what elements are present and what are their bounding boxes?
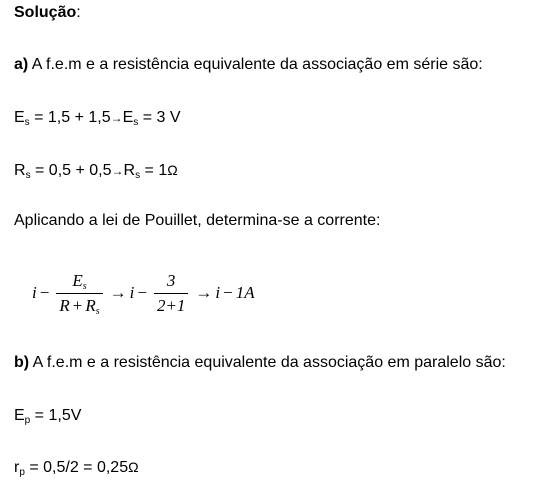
rs-sum: = 0,5 + 0,5 (30, 162, 112, 179)
formula-i-3: i (215, 283, 221, 302)
part-b-intro (14, 353, 506, 373)
rs-equation (14, 160, 178, 181)
formula-i-2: i (129, 283, 135, 302)
ohm-unit-2: Ω (128, 459, 139, 475)
pouillet-formula (32, 266, 255, 320)
ep-symbol: E (14, 407, 25, 424)
fraction-1-den-sub: s (95, 305, 100, 317)
formula-arrow-icon-2: → (195, 283, 213, 302)
formula-fraction-2 (154, 271, 188, 316)
fraction-1-numerator (69, 271, 89, 293)
rs-sub-1: s (25, 170, 31, 181)
formula-fraction-1 (56, 271, 102, 316)
rs-sub-2: s (135, 170, 141, 181)
formula-equals-1: − (39, 283, 50, 302)
ep-result: = 1,5V (30, 407, 82, 424)
ohm-unit: Ω (167, 162, 178, 178)
rs-result: = 1 (140, 162, 168, 179)
fraction-2-denominator: 2+1 (154, 293, 188, 316)
rs-symbol-2: R (123, 162, 136, 179)
part-a-text: A f.e.m e a resistência equivalente da associação em série são: (28, 56, 483, 73)
es-arrow-icon: → (110, 111, 123, 125)
formula-equals-3: − (223, 283, 233, 302)
solution-title (14, 3, 81, 23)
solution-title-colon: : (76, 4, 81, 21)
solution-title-text: Solução (14, 4, 77, 21)
part-a-label: a) (14, 56, 29, 73)
es-sub-1: s (24, 117, 30, 128)
fraction-1-den-r: R (59, 295, 70, 315)
pouillet-sentence: Aplicando a lei de Pouillet, determina-se a corrente: (14, 212, 381, 229)
rs-symbol-1: R (14, 162, 26, 179)
fraction-1-den-r2: R (85, 295, 96, 315)
rs-arrow-icon: → (111, 164, 124, 178)
es-symbol-2: E (122, 109, 134, 126)
es-result: = 3 V (138, 109, 181, 126)
es-equation (14, 108, 181, 128)
formula-equals-2: − (137, 283, 147, 302)
rp-symbol: r (14, 459, 20, 476)
es-symbol-1: E (14, 109, 25, 126)
part-b-text: A f.e.m e a resistência equivalente da associação em paralelo são: (29, 354, 506, 371)
fraction-1-num-sub: s (82, 280, 87, 292)
fraction-2-numerator: 3 (166, 270, 176, 290)
es-sum: = 1,5 + 1,5 (29, 109, 111, 126)
ep-sub: p (24, 415, 31, 426)
formula-i-1: i (32, 283, 37, 302)
rp-sub: p (19, 467, 25, 478)
fraction-1-denominator (56, 293, 102, 316)
formula-result: 1A (235, 283, 255, 302)
part-b-label: b) (14, 354, 30, 371)
rp-result: = 0,5/2 = 0,25 (24, 459, 129, 476)
fraction-1-num-e: E (72, 270, 83, 290)
es-sub-2: s (133, 117, 139, 128)
ep-equation (14, 406, 81, 426)
rp-equation (14, 457, 139, 478)
part-a-intro (14, 55, 483, 75)
fraction-1-den-plus: + (72, 295, 83, 315)
formula-arrow-icon-1: → (109, 283, 127, 302)
